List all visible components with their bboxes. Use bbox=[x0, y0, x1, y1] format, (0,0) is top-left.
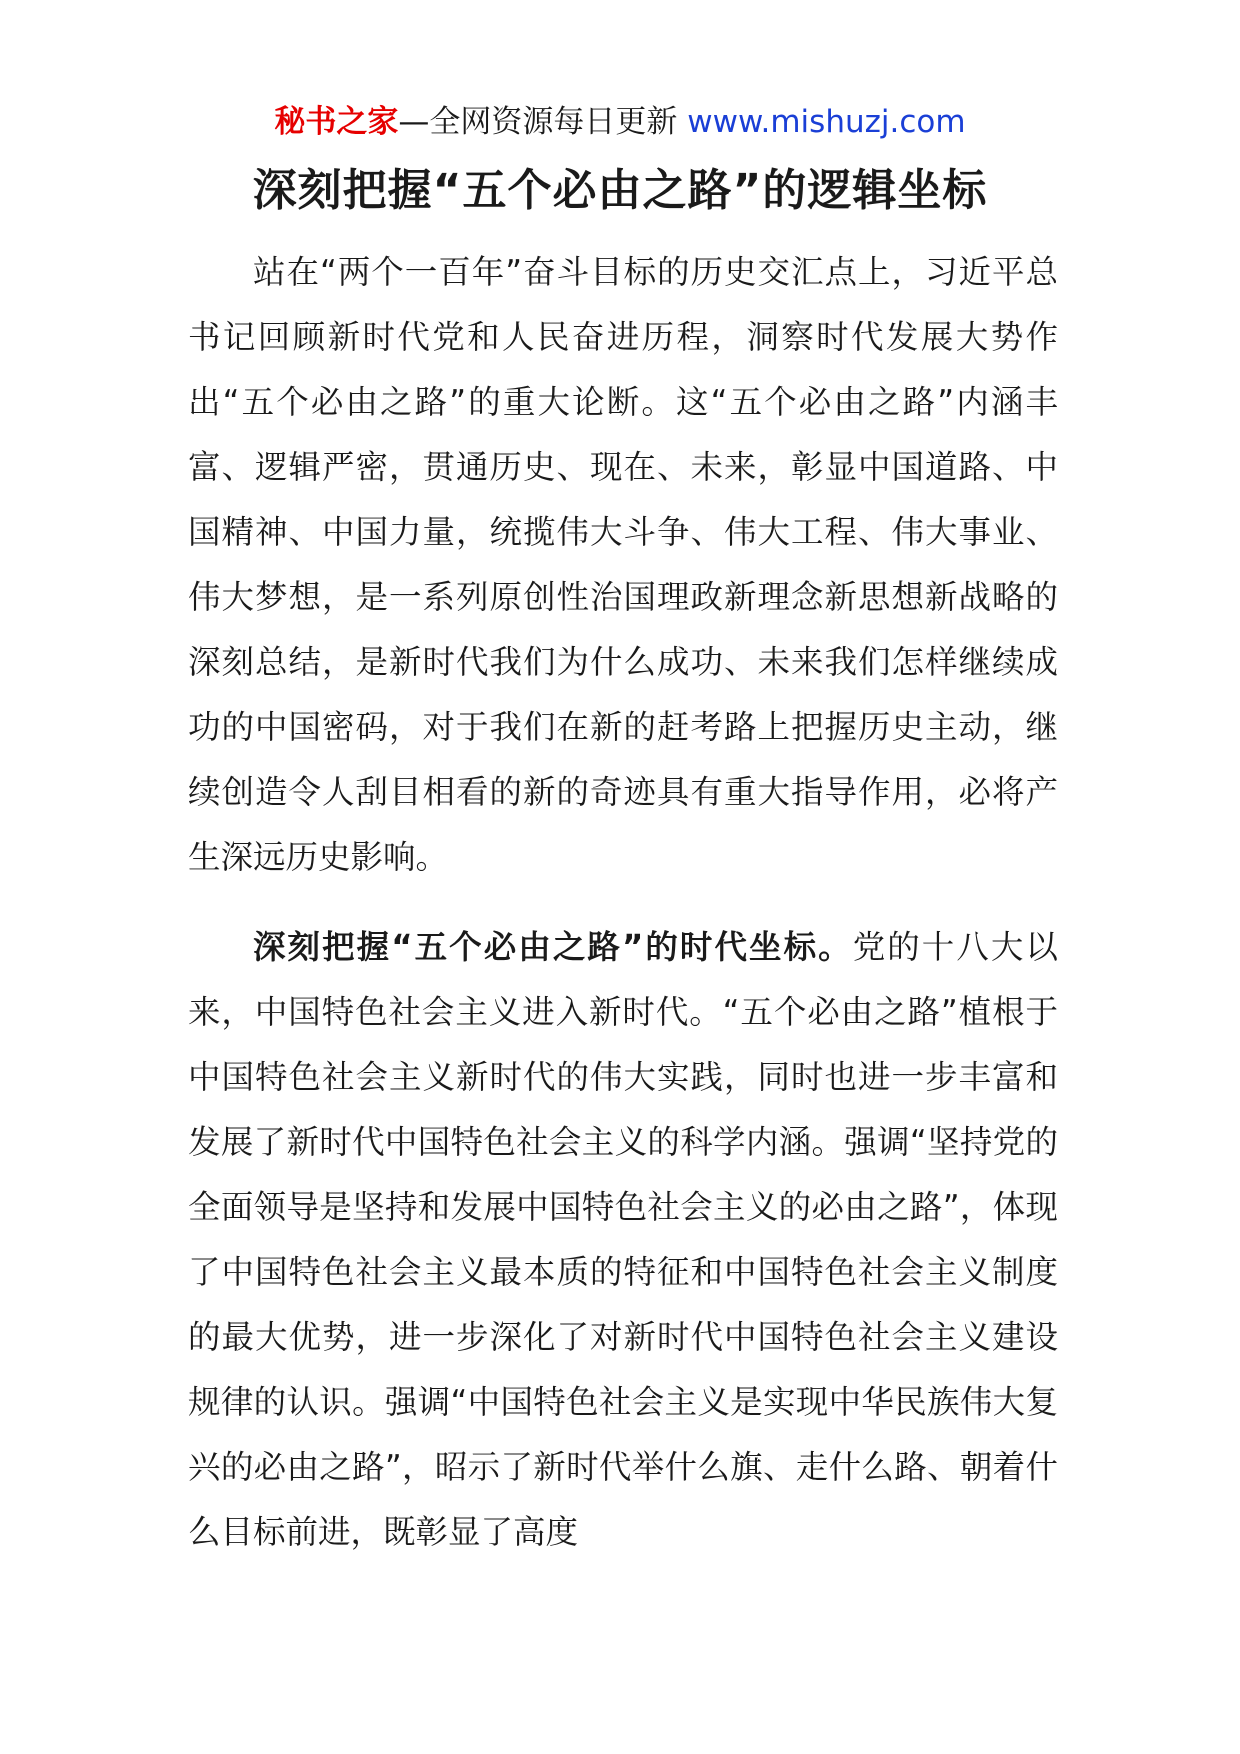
site-url-link[interactable]: www.mishuzj.com bbox=[687, 104, 966, 140]
site-tagline: —全网资源每日更新 bbox=[398, 104, 688, 140]
site-header bbox=[0, 100, 1240, 144]
paragraph-2-lead: 深刻把握“五个必由之路”的时代坐标。 bbox=[253, 928, 853, 966]
document-title: 深刻把握“五个必由之路”的逻辑坐标 bbox=[252, 165, 988, 216]
paragraph-2-text: 党的十八大以来，中国特色社会主义进入新时代。“五个必由之路”植根于中国特色社会主义新时代的伟大实践，同时也进一步丰富和发展了新时代中国特色社会主义的科学内涵。强调“坚持党的全面领导是坚持和发展中国特色社会主义的必由之路”，体现了中国特色社会主义最本质的特征和中国特色社会主义制度的最大优势，进一步深化了对新时代中国特色社会主义建设规律的认识。强调“中国特色社会主义是实现中华民族伟大复兴的必由之路”，昭示了新时代举什么旗、走什么路、朝着什么目标前进，既彰显了高度 bbox=[188, 928, 1058, 1551]
body-paragraph-1 bbox=[188, 240, 1058, 890]
site-brand: 秘书之家 bbox=[274, 104, 399, 140]
body-paragraph-2 bbox=[188, 915, 1058, 1565]
paragraph-1-text: 站在“两个一百年”奋斗目标的历史交汇点上，习近平总书记回顾新时代党和人民奋进历程，洞察时代发展大势作出“五个必由之路”的重大论断。这“五个必由之路”内涵丰富、逻辑严密，贯通历史、现在、未来，彰显中国道路、中国精神、中国力量，统揽伟大斗争、伟大工程、伟大事业、伟大梦想，是一系列原创性治国理政新理念新思想新战略的深刻总结，是新时代我们为什么成功、未来我们怎样继续成功的中国密码，对于我们在新的赶考路上把握历史主动，继续创造令人刮目相看的新的奇迹具有重大指导作用，必将产生深远历史影响。 bbox=[188, 253, 1058, 876]
